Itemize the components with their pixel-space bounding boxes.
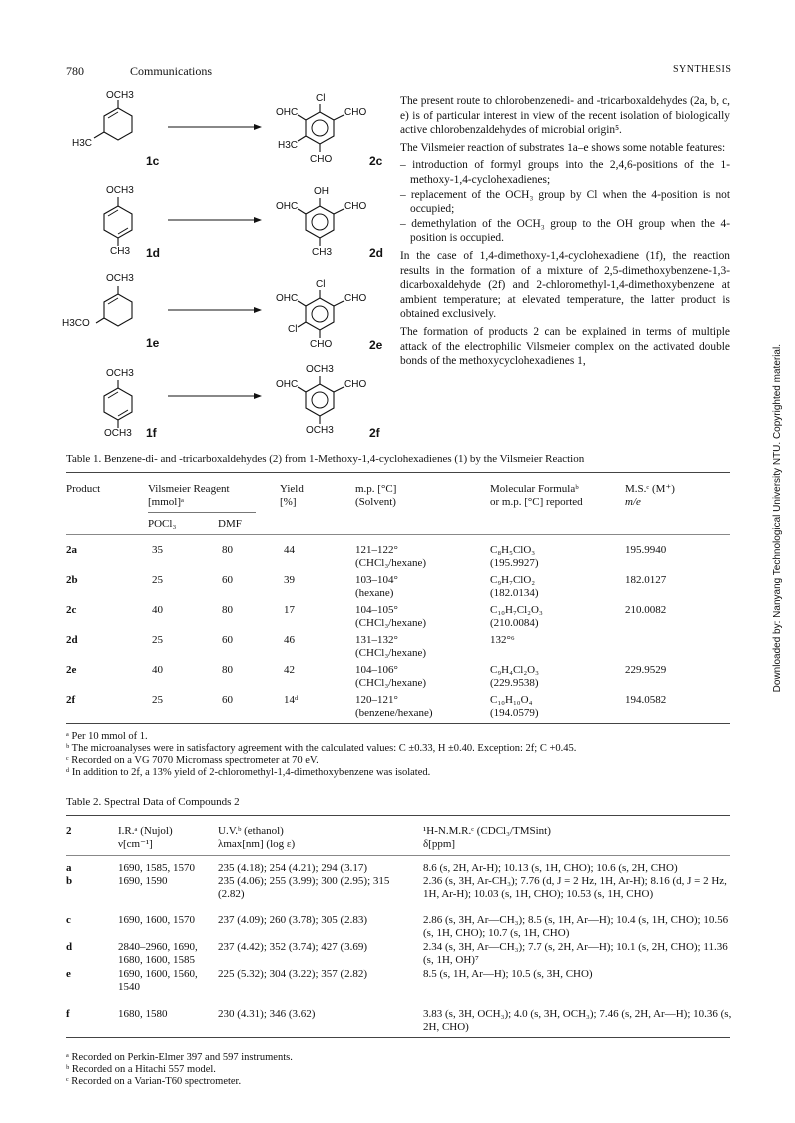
cell-formula-calc: (210.0084) [490,617,539,629]
cell-solvent: (CHCl₃/hexane) [355,557,427,569]
cell-uv: 235 (4.18); 254 (4.21); 294 (3.17) [218,862,368,874]
cell-nmr: 2.36 (s, 3H, Ar-CH₃); 7.76 (d, J = 2 Hz, 1H, Ar-H); 8.16 (d, J = 2 Hz, 1H, Ar-H); 10.03 (s, 1H, CHO); 10.53 (s, 1H, CHO) [423,875,727,900]
cell-id: c [66,914,71,926]
divider [66,472,730,473]
cell-mp: 121–122° [355,544,398,556]
cell-mp: 104–105° [355,604,398,616]
group-label: CHO [344,379,367,390]
divider [66,534,730,535]
group-label: Cl [316,279,326,290]
cell-nmr: 2.86 (s, 3H, Ar—CH₃); 8.5 (s, 1H, Ar—H); 10.4 (s, 1H, CHO); 10.56 (s, 1H, CHO); 10.7 (s, 1H, CHO) [423,914,729,939]
cell-dmf: 60 [222,574,233,586]
ring-1e [104,294,132,326]
cell-ir: 2840–2960, 1690, 1680, 1600, 1585 [118,941,198,966]
col-header-ir-unit: ν[cm⁻¹] [118,838,153,850]
col-header-ms-sub: m/e [625,496,641,508]
col-header-dmf: DMF [218,518,242,530]
cell-ms: 210.0082 [625,604,667,616]
cell-uv: 235 (4.06); 255 (3.99); 300 (2.95); 315 (2.82) [218,875,390,900]
col-header-mp: m.p. [°C] [355,483,397,495]
group-label: OHC [276,107,299,118]
cell-nmr: 3.83 (s, 3H, OCH₃); 4.0 (s, 3H, OCH₃); 7.46 (s, 2H, Ar—H); 10.36 (s, 2H, CHO) [423,1008,732,1033]
col-header-reagent-unit: [mmol]ᵃ [148,496,185,508]
cell-uv: 237 (4.09); 260 (3.78); 305 (2.83) [218,914,368,926]
cell-ms: 182.0127 [625,574,667,586]
group-label: OCH3 [106,90,134,101]
cell-dmf: 80 [222,544,233,556]
list-item: – demethylation of the OCH₃ group to the OH group when the 4-position is occupied. [400,217,730,245]
ring-2f [306,384,334,416]
cell-ir: 1690, 1600, 1570 [118,914,195,926]
divider [148,512,256,513]
cell-solvent: (CHCl₃/hexane) [355,677,427,689]
col-header-nmr: ¹H-N.M.R.ᶜ (CDCl₃/TMSint) [423,825,551,837]
cell-formula: 132°⁶ [490,634,515,646]
cell-nmr: 8.6 (s, 2H, Ar-H); 10.13 (s, 1H, CHO); 10.6 (s, 2H, CHO) [423,862,678,874]
cell-uv: 237 (4.42); 352 (3.74); 427 (3.69) [218,941,368,953]
ring-1c [104,108,132,140]
group-label: CHO [344,293,367,304]
cell-dmf: 60 [222,694,233,706]
cell-solvent: (hexane) [355,587,394,599]
col-header-reagent: Vilsmeier Reagent [148,483,230,495]
cell-nmr: 2.34 (s, 3H, Ar—CH₃); 7.7 (s, 2H, Ar—H); 10.1 (s, 2H, CHO); 11.36 (s, 1H, OH)⁷ [423,941,728,966]
footnote: ᶜ Recorded on a Varian-T60 spectrometer. [66,1076,242,1087]
arrow-4 [254,393,262,399]
divider [66,855,730,856]
footnote: ᵈ In addition to 2f, a 13% yield of 2-chloromethyl-1,4-dimethoxybenzene was isolated. [66,767,431,778]
group-label: OCH3 [106,368,134,379]
download-note: Downloaded by: Nanyang Technological University NTU. Copyrighted material. [772,344,783,693]
cell-formula: C₈H₅ClO₃ [490,544,536,556]
compound-id: 1c [146,154,160,168]
scheme-drawing [0,0,400,460]
compound-id: 2c [369,154,383,168]
cell-yield: 14ᵈ [284,694,299,706]
col-header-ms: M.S.ᶜ (M⁺) [625,483,675,495]
arrow-1 [254,124,262,130]
cell-formula: C₉H₄Cl₂O₃ [490,664,539,676]
table2-caption: Table 2. Spectral Data of Compounds 2 [66,796,240,808]
body-text [400,94,730,372]
cell-formula-calc: (194.0579) [490,707,539,719]
col-header-yield-unit: [%] [280,496,297,508]
col-header-product: Product [66,483,101,495]
group-label: OCH3 [106,273,134,284]
group-label: CHO [310,339,333,350]
footnote: ᶜ Recorded on a VG 7070 Micromass spectrometer at 70 eV. [66,755,319,766]
cell-ir: 1690, 1600, 1560, 1540 [118,968,198,993]
ring-2d [306,206,334,238]
cell-ms: 195.9940 [625,544,667,556]
col-header-uv-unit: λmax[nm] (log ε) [218,838,296,850]
cell-yield: 42 [284,664,295,676]
list-item: – replacement of the OCH₃ group by Cl when the 4-position is not occupied; [400,188,730,216]
cell-ms: 194.0582 [625,694,667,706]
footnote: ᵃ Recorded on Perkin-Elmer 397 and 597 instruments. [66,1052,293,1063]
feature-list [400,158,730,246]
cell-product: 2a [66,544,77,556]
compound-id: 1d [146,246,161,260]
cell-id: a [66,862,72,874]
cell-ms: 229.9529 [625,664,667,676]
cell-yield: 39 [284,574,295,586]
group-label: OHC [276,293,299,304]
cell-mp: 104–106° [355,664,398,676]
footnote: ᵇ Recorded on a Hitachi 557 model. [66,1064,216,1075]
cell-pocl3: 25 [152,634,163,646]
cell-yield: 17 [284,604,295,616]
cell-pocl3: 40 [152,604,163,616]
cell-solvent: (CHCl₃/hexane) [355,617,427,629]
group-label: OH [314,186,329,197]
cell-ir: 1690, 1590 [118,875,168,887]
cell-product: 2d [66,634,78,646]
group-label: OHC [276,201,299,212]
group-label: CHO [344,201,367,212]
cell-nmr: 8.5 (s, 1H, Ar—H); 10.5 (s, 3H, CHO) [423,968,593,980]
cell-formula: C₁₀H₇Cl₂O₃ [490,604,543,616]
divider [66,815,730,816]
journal-name: SYNTHESIS [673,64,732,75]
group-label: OCH3 [106,185,134,196]
cell-dmf: 80 [222,604,233,616]
cell-product: 2c [66,604,77,616]
col-header-formula-sub: or m.p. [°C] reported [490,496,583,508]
cell-formula-calc: (182.0134) [490,587,539,599]
cell-id: b [66,875,73,887]
paragraph: The Vilsmeier reaction of substrates 1a–e shows some notable features: [400,141,726,154]
cell-mp: 131–132° [355,634,398,646]
paragraph: The formation of products 2 can be explained in terms of multiple attack of the electrophilic Vilsmeier complex on the activated double bonds of the methoxycyclohexadienes 1, [400,325,730,368]
cell-uv: 230 (4.31); 346 (3.62) [218,1008,316,1020]
ring-2e [306,298,334,330]
cell-yield: 46 [284,634,295,646]
cell-product: 2e [66,664,77,676]
cell-formula-calc: (195.9927) [490,557,539,569]
group-label: Cl [316,93,326,104]
cell-solvent: (benzene/hexane) [355,707,433,719]
group-label: H3CO [62,318,90,329]
footnote: ᵇ The microanalyses were in satisfactory agreement with the calculated values: C ±0.33, H ±0.40. Exception: 2f; C +0.45. [66,743,577,754]
col-header-nmr-unit: δ[ppm] [423,838,456,850]
cell-dmf: 80 [222,664,233,676]
cell-formula: C₁₀H₁₀O₄ [490,694,533,706]
cell-pocl3: 40 [152,664,163,676]
footnote: ᵃ Per 10 mmol of 1. [66,731,148,742]
cell-pocl3: 25 [152,574,163,586]
cell-yield: 44 [284,544,295,556]
divider [66,1037,730,1038]
group-label: OCH3 [306,425,334,436]
cell-ir: 1690, 1585, 1570 [118,862,195,874]
divider [66,723,730,724]
group-label: Cl [288,324,298,335]
compound-id: 2f [369,426,380,440]
cell-mp: 120–121° [355,694,398,706]
ring-1f [104,388,132,420]
paragraph: The present route to chlorobenzenedi- and -tricarboxaldehydes (2a, b, c, e) is of particular interest in view of the recent isolation of biologically active chlorobenzaldehydes of microbial origin⁵. [400,95,730,137]
cell-id: f [66,1008,70,1020]
compound-id: 2e [369,338,383,352]
cell-formula-calc: (229.9538) [490,677,539,689]
group-label: CHO [344,107,367,118]
page-number: 780 [66,64,84,78]
cell-product: 2f [66,694,76,706]
cell-pocl3: 35 [152,544,163,556]
group-label: OHC [276,379,299,390]
col-header-uv: U.V.ᵇ (ethanol) [218,825,284,837]
col-header-mp-sub: (Solvent) [355,496,396,508]
group-label: OCH3 [306,364,334,375]
col-header-yield: Yield [280,483,304,495]
group-label: OCH3 [104,428,132,439]
group-label: CH3 [312,247,333,258]
group-label: H3C [278,140,299,151]
col-header-compound: 2 [66,825,72,837]
compound-id: 1f [146,426,157,440]
arrow-3 [254,307,262,313]
ring-1d [104,206,132,238]
paragraph: In the case of 1,4-dimethoxy-1,4-cyclohexadiene (1f), the reaction results in the formation of a mixture of 2,5-dimethoxybenzene-1,3-dicarboxaldehyde (2f) and 2-chloromethyl-1,4-dimethoxybenzene at ambient temperature; at elevated temperature, the latter product is obtained exclusively. [400,249,730,321]
list-item: – introduction of formyl groups into the 2,4,6-positions of the 1-methoxy-1,4-cyclohexadienes; [400,159,730,186]
group-label: CH3 [110,246,131,257]
table1-caption: Table 1. Benzene-di- and -tricarboxaldehydes (2) from 1-Methoxy-1,4-cyclohexadienes (1) by the Vilsmeier Reaction [66,453,585,465]
compound-id: 2d [369,246,384,260]
cell-solvent: (CHCl₃/hexane) [355,647,427,659]
cell-pocl3: 25 [152,694,163,706]
arrow-2 [254,217,262,223]
group-label: H3C [72,138,93,149]
col-header-ir: I.R.ᵃ (Nujol) [118,825,173,837]
cell-mp: 103–104° [355,574,398,586]
cell-formula: C₉H₇ClO₂ [490,574,536,586]
section-title: Communications [130,64,212,78]
col-header-formula: Molecular Formulaᵇ [490,483,579,495]
cell-uv: 225 (5.32); 304 (3.22); 357 (2.82) [218,968,368,980]
col-header-pocl3: POCl₃ [148,518,177,530]
ring-2c [306,112,334,144]
cell-id: d [66,941,73,953]
cell-ir: 1680, 1580 [118,1008,168,1020]
cell-id: e [66,968,71,980]
group-label: CHO [310,154,333,165]
cell-dmf: 60 [222,634,233,646]
cell-product: 2b [66,574,78,586]
compound-id: 1e [146,336,160,350]
